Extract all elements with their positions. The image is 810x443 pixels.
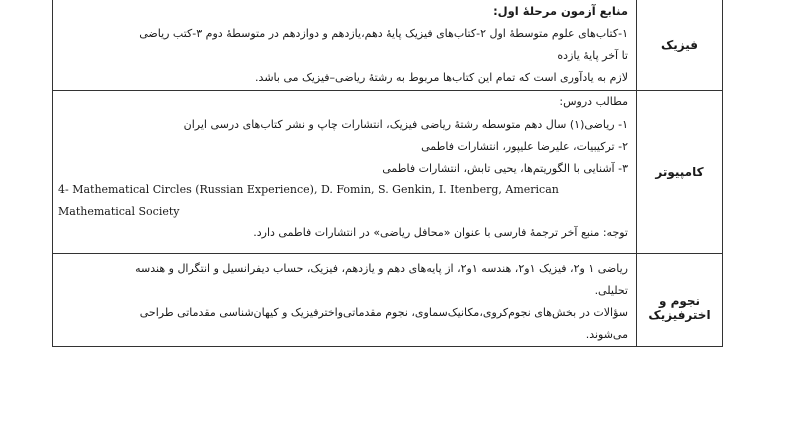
computer-line: ۱- ریاضی(۱) سال دهم متوسطه رشتهٔ ریاضی فیزیک، انتشارات چاپ و نشر کتاب‌های درسی ایران: [183, 118, 628, 131]
row-divider: [52, 90, 723, 91]
subjects-table: [52, 0, 723, 347]
physics-heading: منابع آزمون مرحلهٔ اول:: [493, 4, 628, 18]
astronomy-line: می‌شوند.: [585, 328, 628, 341]
subject-astronomy: نجوم و اخترفیزیک: [648, 294, 711, 322]
astronomy-line: سؤالات در بخش‌های نجوم‌کروی،مکانیک‌سماوی، نجوم مقدماتی‌واخترفیزیک و کیهان‌شناسی مقدماتی طراحی: [139, 306, 628, 319]
table-left-border: [52, 0, 53, 347]
computer-line-english: Mathematical Society: [58, 205, 180, 218]
astronomy-line: تحلیلی.: [594, 284, 628, 297]
computer-line-english: 4- Mathematical Circles (Russian Experience), D. Fomin, S. Genkin, I. Itenberg, American: [58, 183, 559, 196]
physics-line: تا آخر پایهٔ یازده: [557, 49, 628, 62]
computer-note: توجه: منبع آخر ترجمهٔ فارسی با عنوان «محافل ریاضی» در انتشارات فاطمی دارد.: [253, 226, 628, 239]
computer-line: ۳- آشنایی با الگوریتم‌ها، یحیی تابش، انتشارات فاطمی: [382, 162, 628, 175]
subject-physics: فیزیک: [660, 38, 698, 52]
row-divider: [52, 253, 723, 254]
physics-line: ۱-کتاب‌های علوم متوسطهٔ اول ۲-کتاب‌های فیزیک پایهٔ دهم،یازدهم و دوازدهم در متوسطهٔ دوم ۳-کتب ریاضی: [139, 27, 628, 40]
computer-heading: مطالب دروس:: [559, 95, 628, 108]
astronomy-line: ریاضی ۱ و۲، فیزیک ۱و۲، هندسه ۱و۲، از پایه‌های دهم و یازدهم، فیزیک، حساب دیفرانسیل و انتگرال و هندسه: [135, 262, 628, 275]
computer-line: ۲- ترکیبیات، علیرضا علیپور، انتشارات فاطمی: [421, 140, 628, 153]
physics-note: لازم به یادآوری است که تمام این کتاب‌ها مربوط به رشتهٔ ریاضی–فیزیک می باشد.: [255, 71, 628, 84]
table-bottom-border: [52, 346, 723, 347]
subject-computer: کامپیوتر: [655, 165, 704, 179]
